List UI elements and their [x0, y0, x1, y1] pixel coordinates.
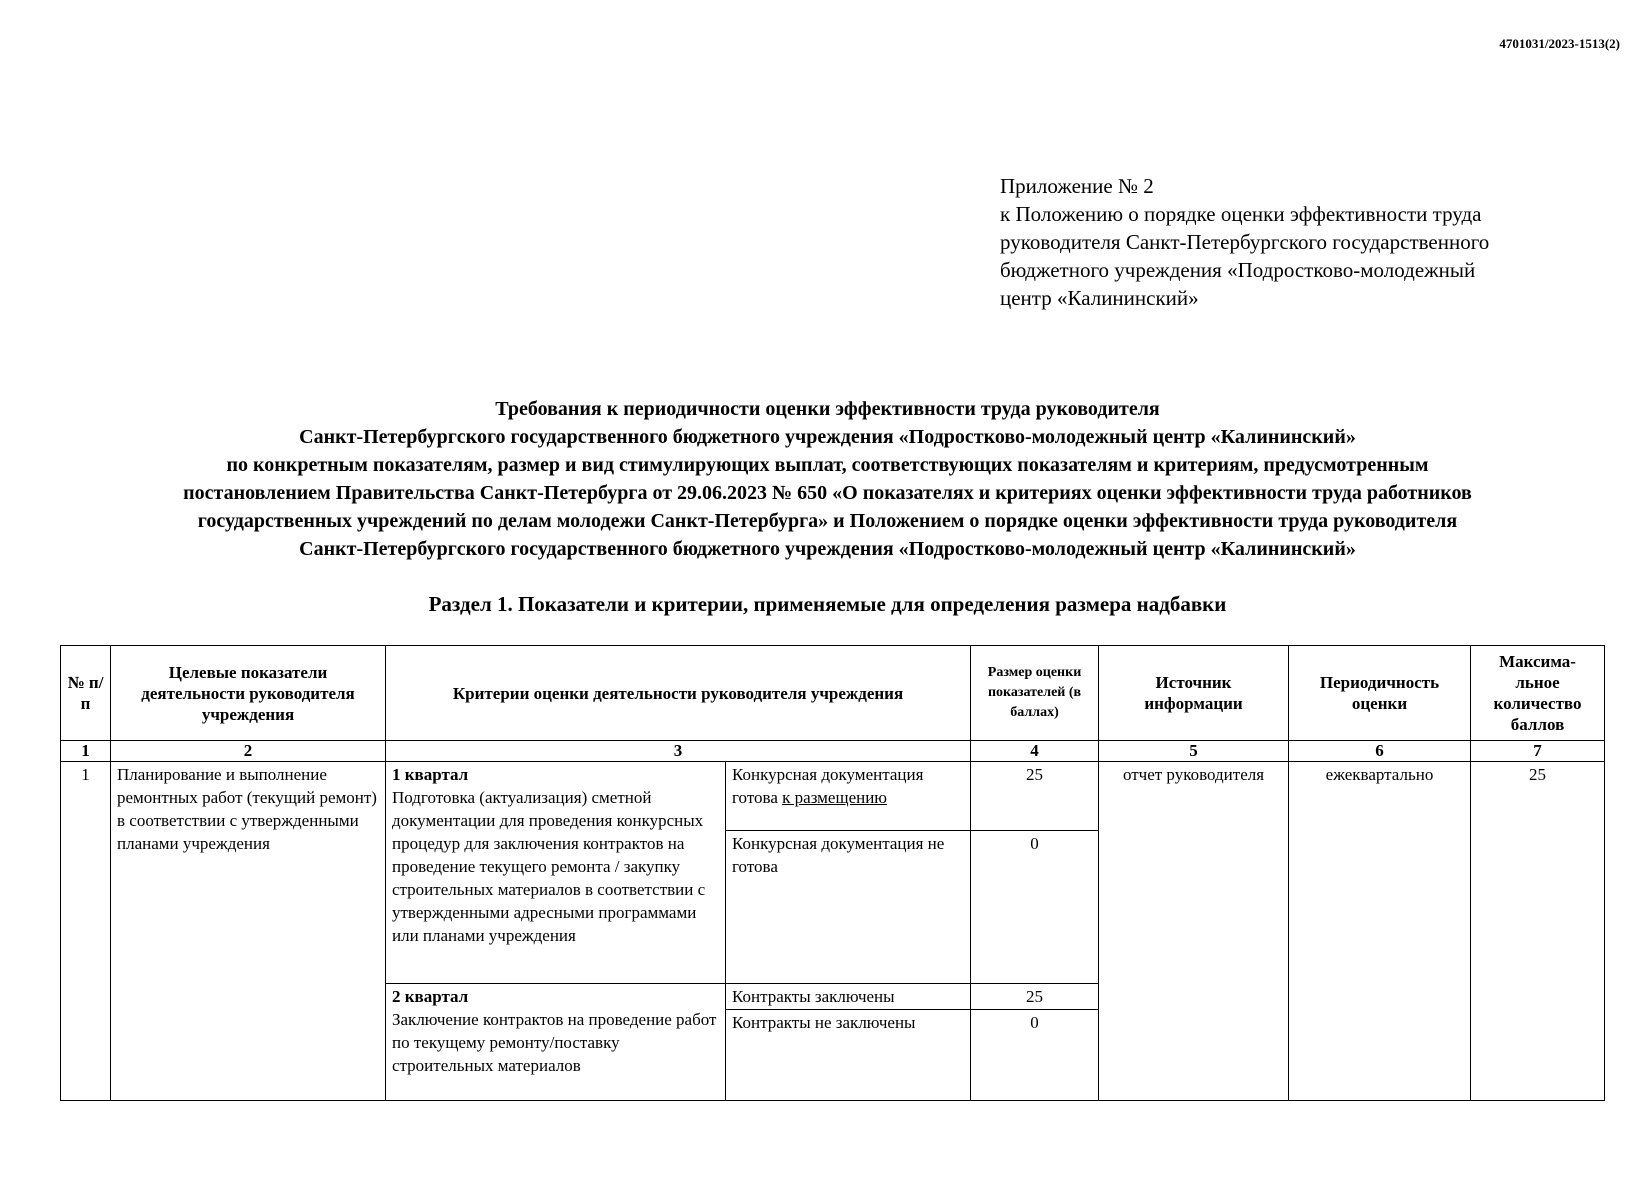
appendix-line: руководителя Санкт-Петербургского государственного — [1000, 230, 1490, 254]
q1-option-2-score: 0 — [971, 831, 1099, 984]
information-source: отчет руководителя — [1099, 762, 1289, 1101]
column-number: 3 — [386, 741, 971, 762]
q1-criteria — [386, 762, 726, 984]
appendix-line: бюджетного учреждения «Подростково-молодежный — [1000, 258, 1476, 282]
table-row — [61, 762, 1605, 831]
column-number: 1 — [61, 741, 111, 762]
section-title: Раздел 1. Показатели и критерии, применяемые для определения размера надбавки — [428, 592, 1227, 616]
q1-option-2: Конкурсная документация не готова — [726, 831, 971, 984]
column-number: 6 — [1289, 741, 1471, 762]
header-targets: Целевые показатели деятельности руководителя учреждения — [111, 646, 386, 741]
q1-option-1-text: Конкурсная документация готова — [732, 765, 924, 807]
appendix-line: к Положению о порядке оценки эффективности труда — [1000, 202, 1482, 226]
document-title — [30, 395, 1625, 563]
column-number-row — [61, 741, 1605, 762]
header-criteria: Критерии оценки деятельности руководителя учреждения — [386, 646, 971, 741]
q2-text: Заключение контрактов на проведение работ по текущему ремонту/поставку строительных материалов — [392, 1010, 717, 1075]
q1-option-1-score: 25 — [971, 762, 1099, 831]
q2-option-1-score: 25 — [971, 984, 1099, 1010]
q2-criteria — [386, 984, 726, 1101]
q1-label: 1 квартал — [392, 765, 469, 784]
title-line: государственных учреждений по делам молодежи Санкт-Петербурга» и Положением о порядке оценки эффективности труда руководителя — [197, 510, 1458, 532]
appendix-note — [1000, 172, 1600, 312]
header-num: № п/п — [61, 646, 111, 741]
appendix-line: Приложение № 2 — [1000, 174, 1154, 198]
title-line: Требования к периодичности оценки эффективности труда руководителя — [495, 398, 1160, 420]
title-line: постановлением Правительства Санкт-Петербурга от 29.06.2023 № 650 «О показателях и критериях оценки эффективности труда работников — [183, 482, 1472, 504]
document-number: 4701031/2023-1513(2) — [1499, 36, 1620, 51]
title-line: по конкретным показателям, размер и вид стимулирующих выплат, соответствующих показателям и критериям, предусмотренным — [226, 454, 1429, 476]
q2-label: 2 квартал — [392, 987, 469, 1006]
column-number: 7 — [1471, 741, 1605, 762]
column-number: 5 — [1099, 741, 1289, 762]
q1-option-1-text-tail: к размещению — [782, 788, 888, 807]
header-max: Максима-льное количество баллов — [1471, 646, 1605, 741]
header-score: Размер оценки показателей (в баллах) — [971, 646, 1099, 741]
target-indicator: Планирование и выполнение ремонтных работ (текущий ремонт) в соответствии с утвержденными планами учреждения — [111, 762, 386, 1101]
q1-option-1 — [726, 762, 971, 831]
title-line: Санкт-Петербургского государственного бюджетного учреждения «Подростково-молодежный центр «Калининский» — [299, 426, 1356, 448]
title-line: Санкт-Петербургского государственного бюджетного учреждения «Подростково-молодежный центр «Калининский» — [299, 538, 1356, 560]
q2-option-2: Контракты не заключены — [726, 1010, 971, 1101]
q2-option-1: Контракты заключены — [726, 984, 971, 1010]
column-number: 4 — [971, 741, 1099, 762]
appendix-line: центр «Калининский» — [1000, 286, 1199, 310]
header-period: Периодичность оценки — [1289, 646, 1471, 741]
header-source: Источник информации — [1099, 646, 1289, 741]
criteria-table — [60, 645, 1605, 1101]
q1-text: Подготовка (актуализация) сметной документации для проведения конкурсных процедур для заключения контрактов на проведение текущего ремонта / закупку строительных материалов в соответствии с утвержденными адресными программами или планами учреждения — [392, 788, 706, 945]
row-number: 1 — [61, 762, 111, 1101]
column-number: 2 — [111, 741, 386, 762]
q2-option-2-score: 0 — [971, 1010, 1099, 1101]
max-score: 25 — [1471, 762, 1605, 1101]
evaluation-period: ежеквартально — [1289, 762, 1471, 1101]
